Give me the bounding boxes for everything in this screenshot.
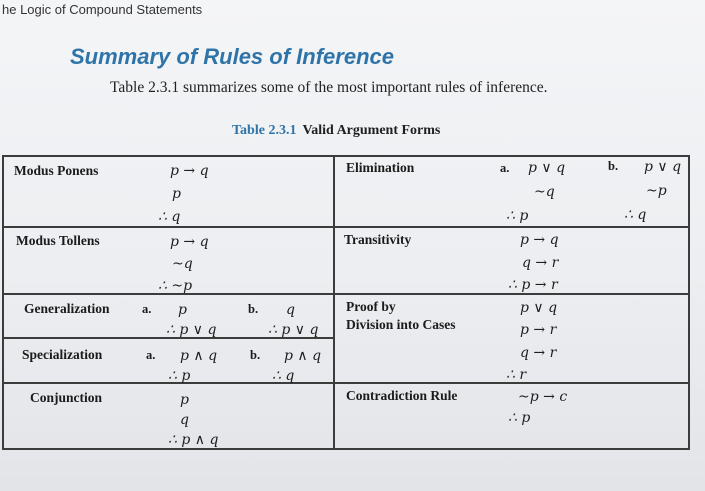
row-divider-4 xyxy=(2,382,689,384)
rule-name-proof-by-division-line-2: Division into Cases xyxy=(346,317,456,332)
specialization-b-premise: p ∧ q xyxy=(284,348,322,364)
generalization-b-premise: q xyxy=(286,302,295,318)
division-cases-premise-2: p → r xyxy=(520,322,557,338)
division-cases-premise-1: p ∨ q xyxy=(520,300,558,316)
specialization-b-conclusion: ∴ q xyxy=(272,368,295,384)
rule-name-specialization: Specialization xyxy=(22,347,103,362)
table-right-border xyxy=(688,155,690,450)
generalization-a-conclusion: ∴ p ∨ q xyxy=(166,322,217,338)
modus-ponens-premise-2: p xyxy=(172,186,181,202)
contradiction-premise: ~p → c xyxy=(518,389,568,405)
rule-name-modus-ponens: Modus Ponens xyxy=(14,163,99,178)
modus-ponens-premise-1: p → q xyxy=(170,163,209,179)
generalization-b-conclusion: ∴ p ∨ q xyxy=(268,322,319,338)
rule-name-conjunction: Conjunction xyxy=(30,390,103,405)
conjunction-conclusion: ∴ p ∧ q xyxy=(168,432,219,448)
specialization-a-premise: p ∧ q xyxy=(180,348,218,364)
intro-paragraph: Table 2.3.1 summarizes some of the most important rules of inference. xyxy=(110,79,548,96)
rule-name-modus-tollens: Modus Tollens xyxy=(16,233,100,248)
section-title: Summary of Rules of Inference xyxy=(70,44,394,69)
row-divider-2 xyxy=(2,293,689,295)
column-divider xyxy=(333,155,335,450)
conjunction-premise-2: q xyxy=(180,412,189,428)
modus-tollens-premise-2: ~q xyxy=(172,256,193,272)
elimination-b-premise-1: p ∨ q xyxy=(644,159,682,175)
specialization-label-a: a. xyxy=(146,348,156,362)
generalization-a-premise: p xyxy=(178,302,187,318)
contradiction-conclusion: ∴ p xyxy=(508,410,531,426)
transitivity-conclusion: ∴ p → r xyxy=(508,277,558,293)
generalization-label-a: a. xyxy=(142,302,152,316)
rule-name-proof-by-division-line-1: Proof by xyxy=(346,299,396,314)
elimination-label-a: a. xyxy=(500,161,510,175)
table-number: Table 2.3.1 xyxy=(232,123,297,138)
table-bottom-border xyxy=(2,448,689,450)
modus-tollens-conclusion: ∴ ~p xyxy=(158,278,193,294)
division-cases-premise-3: q → r xyxy=(520,345,557,361)
table-title: Valid Argument Forms xyxy=(302,123,441,138)
specialization-a-conclusion: ∴ p xyxy=(168,368,191,384)
row-divider-1 xyxy=(2,226,689,228)
transitivity-premise-1: p → q xyxy=(520,232,559,248)
table-left-border xyxy=(2,155,4,450)
rule-name-generalization: Generalization xyxy=(24,301,110,316)
elimination-b-conclusion: ∴ q xyxy=(624,207,647,223)
running-head: he Logic of Compound Statements xyxy=(2,2,203,17)
elimination-a-premise-2: ~q xyxy=(534,184,555,200)
modus-ponens-conclusion: ∴ q xyxy=(158,209,181,225)
generalization-label-b: b. xyxy=(248,302,259,316)
rule-name-elimination: Elimination xyxy=(346,160,415,175)
division-cases-conclusion: ∴ r xyxy=(506,367,527,383)
transitivity-premise-2: q → r xyxy=(522,255,559,271)
table-top-border xyxy=(2,155,689,157)
conjunction-premise-1: p xyxy=(180,392,189,408)
modus-tollens-premise-1: p → q xyxy=(170,234,209,250)
rule-name-contradiction: Contradiction Rule xyxy=(346,388,458,403)
rule-name-transitivity: Transitivity xyxy=(344,232,412,247)
elimination-a-premise-1: p ∨ q xyxy=(528,160,566,176)
elimination-label-b: b. xyxy=(608,159,619,173)
specialization-label-b: b. xyxy=(250,348,261,362)
elimination-b-premise-2: ~p xyxy=(646,183,667,199)
elimination-a-conclusion: ∴ p xyxy=(506,208,529,224)
